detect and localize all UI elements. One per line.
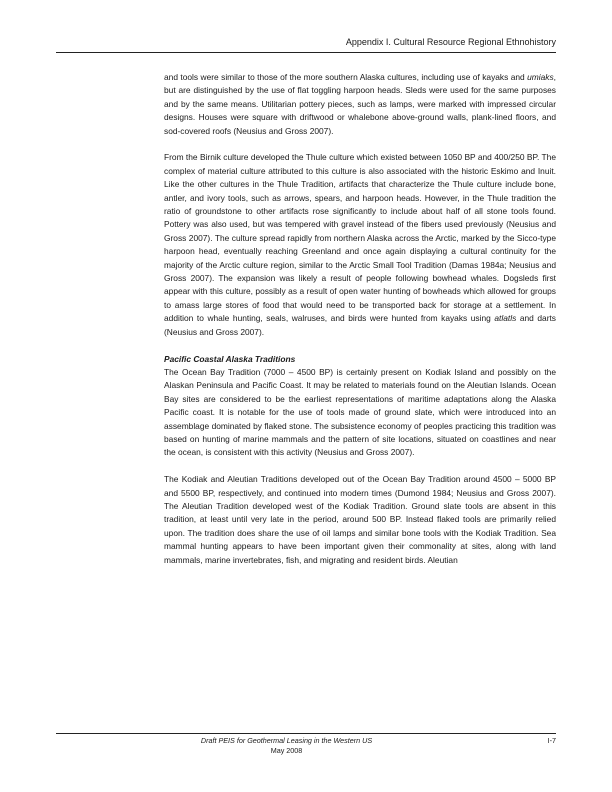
paragraph-1-text-b: , but are distinguished by the use of flat toggling harpoon heads. Sleds were used for the same purposes and by the same means. Utilitarian pottery pieces, such as lamps, were marked with impressed circular designs. Houses were square with driftwood or whalebone above-ground walls, plank-lined floors, and sod-covered roofs (Neusius and Gross 2007). [164, 72, 556, 136]
page-number: I-7 [547, 736, 556, 745]
header-rule [56, 52, 556, 53]
section-heading: Pacific Coastal Alaska Traditions [164, 353, 296, 364]
document-body [164, 71, 556, 567]
paragraph-1-text-a: and tools were similar to those of the more southern Alaska cultures, including use of kayaks and [164, 72, 528, 82]
footer-document-title: Draft PEIS for Geothermal Leasing in the Western US [200, 736, 373, 745]
footer-rule [56, 733, 556, 734]
paragraph-1 [164, 71, 556, 138]
paragraph-3: The Ocean Bay Tradition (7000 – 4500 BP) is certainly present on Kodiak Island and possibly on the Alaskan Peninsula and Pacific Coast. It may be related to materials found on the Aleutian Islands. Ocean Bay sites are considered to be the earliest representations of maritime adaptations along the Alaska Pacific coast. It is notable for the use of tools made of ground slate, which were introduced into an assemblage dominated by flaked stone. The subsistence economy of peoples practicing this tradition was based on hunting of marine mammals and the pattern of site locations, situated on coastlines and near the ocean, is consistent with this activity (Neusius and Gross 2007). [164, 366, 556, 458]
paragraph-4: The Kodiak and Aleutian Traditions developed out of the Ocean Bay Tradition around 4500 – 5000 BP and 5500 BP, respectively, and continued into modern times (Dumond 1984; Neusius and Gross 2007). The Aleutian Tradition developed west of the Kodiak Tradition. Ground slate tools are absent in this tradition, at least until very late in the period, around 500 BP. Instead flaked tools are primarily relied upon. The tradition does share the use of oil lamps and similar bone tools with the Kodiak Tradition. Sea mammal hunting appears to have been important given their commonality at sites, along with land mammals, marine invertebrates, fish, and migrating and resident birds. Aleutian [164, 474, 556, 565]
paragraph-2 [164, 151, 556, 339]
paragraph-2-text-a: From the Birnik culture developed the Thule culture which existed between 1050 BP and 400/250 BP. The complex of material culture attributed to this culture is also associated with the historic Eskimo and Inuit. Like the other cultures in the Thule Tradition, artifacts that characterize the Thule culture include bone, antler, and ivory tools, such as arrows, spears, and harpoon heads. However, in the Thule tradition the ratio of groundstone to other artifacts rose significantly to include about half of all stone tools found. Pottery was also used, but was tempered with gravel instead of the fibers used previously (Neusius and Gross 2007). The culture spread rapidly from northern Alaska across the Arctic, marked by the Sicco-type harpoon head, eventually reaching Greenland and once again displaying a cultural continuity for the majority of the Arctic culture region, similar to the Arctic Small Tool Tradition (Damas 1984a; Neusius and Gross 2007). The expansion was likely a result of people following bowhead whales. Dogsleds first appear with this culture, possibly as a result of open water hunting of bowheads which allowed for groups to amass large stores of food that would need to be transported back for storage at a settlement. In addition to whale hunting, seals, walruses, and birds were hunted from kayaks using [164, 152, 556, 324]
running-header: Appendix I. Cultural Resource Regional Ethnohistory [345, 37, 556, 47]
term-umiaks: umiaks [527, 72, 554, 82]
paragraph-2-text-b: and darts (Neusius and Gross 2007). [164, 313, 556, 337]
footer-date: May 2008 [270, 746, 303, 755]
term-atlatls: atlatls [494, 313, 517, 324]
